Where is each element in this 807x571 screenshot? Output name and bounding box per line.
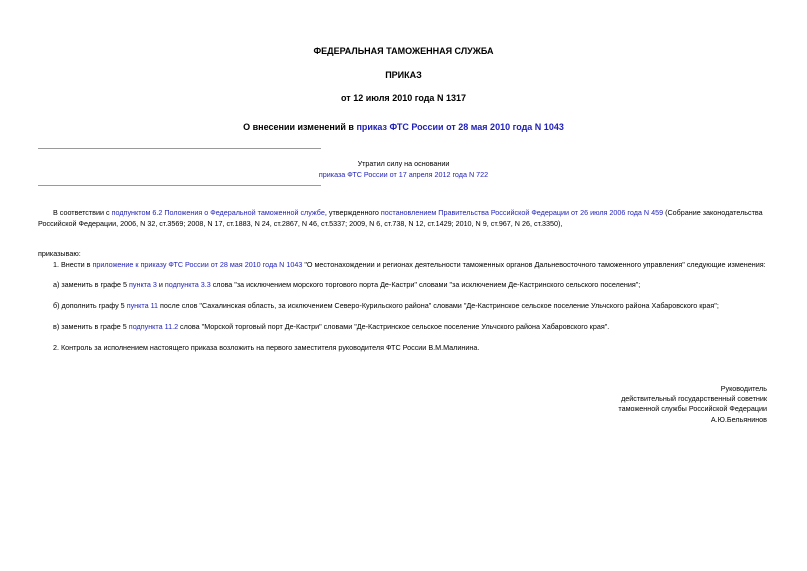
divider-bottom xyxy=(38,185,321,186)
order-word: приказываю: xyxy=(38,249,81,258)
regulation-link[interactable]: подпунктом 6.2 Положения о Федеральной таможенной службе xyxy=(111,208,325,217)
item-3-link[interactable]: пункта 3 xyxy=(128,280,157,289)
appendix-link[interactable]: приложение к приказу ФТС России от 28 мая 2010 года N 1043 xyxy=(92,260,303,269)
subitem-11-2-link[interactable]: подпункта 11.2 xyxy=(128,322,179,331)
repeal-order-link[interactable]: приказа ФТС России от 17 апреля 2012 года N 722 xyxy=(318,170,489,179)
item-1: 1. Внести в приложение к приказу ФТС России от 28 мая 2010 года N 1043 "О местонахождении и регионах деятельности таможенных органов Дальневосточного таможенного управления" следующие изменения: xyxy=(53,260,766,269)
signature-name: А.Ю.Бельянинов xyxy=(710,414,767,424)
sub-item-v: в) заменить в графе 5 подпункта 11.2 слова "Морской торговый порт Де-Кастри" словами "Де-Кастринское сельское поселение Ульчского района Хабаровского края". xyxy=(53,322,610,331)
status-note xyxy=(0,158,807,180)
sub-item-a: а) заменить в графе 5 пункта 3 и подпункта 3.3 слова "за исключением морского торгового порта Де-Кастри" словами "за исключением Де-Кастринского сельского поселения"; xyxy=(53,280,641,289)
item-2: 2. Контроль за исполнением настоящего приказа возложить на первого заместителя руководителя ФТС России В.М.Малинина. xyxy=(53,343,480,352)
signature-rank-2: таможенной службы Российской Федерации xyxy=(618,404,767,414)
divider-top xyxy=(38,148,321,149)
doc-type-heading: ПРИКАЗ xyxy=(385,70,422,80)
amended-order-link[interactable]: приказ ФТС России от 28 мая 2010 года N 1043 xyxy=(356,122,564,132)
agency-heading: ФЕДЕРАЛЬНАЯ ТАМОЖЕННАЯ СЛУЖБА xyxy=(313,46,494,56)
subitem-3-3-link[interactable]: подпункта 3.3 xyxy=(164,280,211,289)
status-line: Утратил силу на основании xyxy=(357,159,450,168)
signature-position: Руководитель xyxy=(720,384,767,393)
doc-title xyxy=(0,122,807,132)
item-11-link[interactable]: пункта 11 xyxy=(126,301,159,310)
sub-item-b: б) дополнить графу 5 пункта 11 после слов "Сахалинская область, за исключением Северо-Курильского района" словами "Де-Кастринское сельское поселение Ульчского района Хабаровского края"; xyxy=(53,301,719,310)
preamble-paragraph: В соответствии с подпунктом 6.2 Положения о Федеральной таможенной службе, утвержденного постановлением Правительства Российской Федерации от 26 июля 2006 года N 459 (Собрание законодательства Российской Федерации, 2006, N 32, ст.3569; 2008, N 17, ст.1883, N 24, ст.2867, N 46, ст.5337; 2009, N 6, ст.738, N 12, ст.1429; 2010, N 9, ст.967, N 26, ст.3350), xyxy=(38,208,763,228)
government-decree-link[interactable]: постановлением Правительства Российской Федерации от 26 июля 2006 года N 459 xyxy=(380,208,664,217)
doc-title-prefix: О внесении изменений в xyxy=(243,122,357,132)
signature-block xyxy=(618,384,767,425)
doc-date-heading: от 12 июля 2010 года N 1317 xyxy=(341,93,466,103)
signature-rank-1: действительный государственный советник xyxy=(621,394,767,404)
